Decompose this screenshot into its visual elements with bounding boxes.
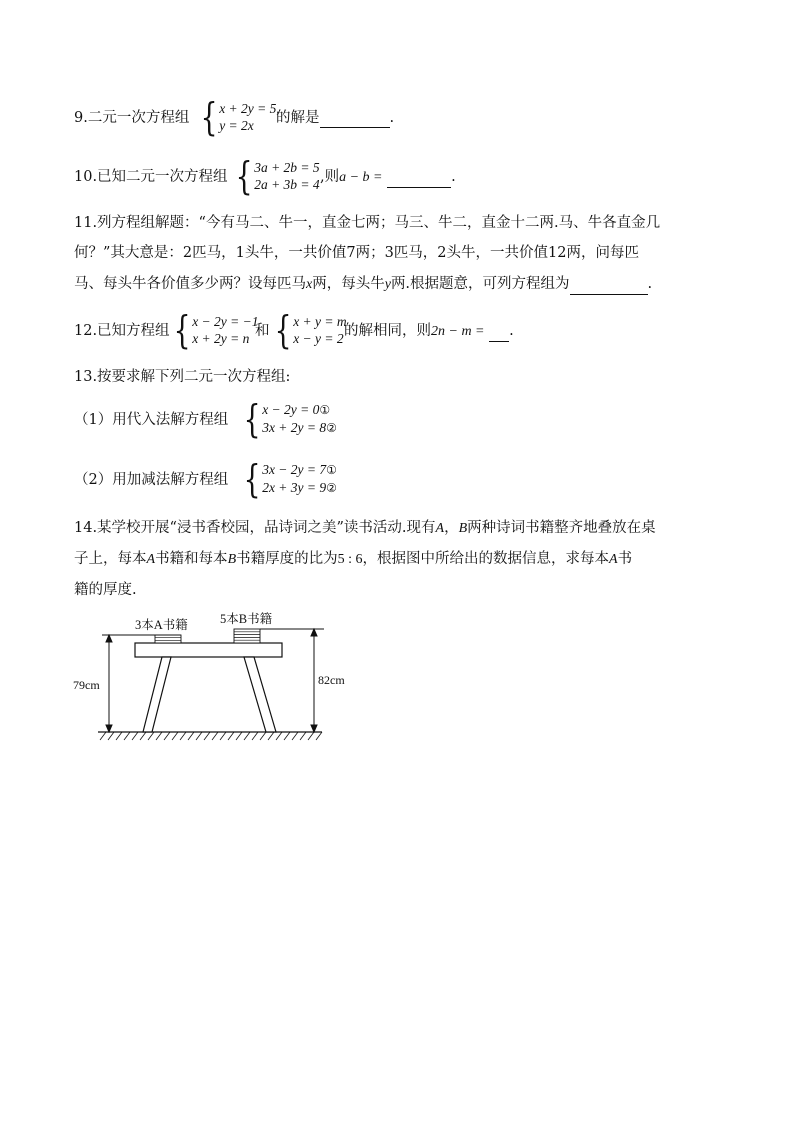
q14-text-2e: 书 xyxy=(617,551,633,567)
q14-text-2b: 书籍和每本 xyxy=(155,551,228,567)
q11-line-2: 何？”其大意是：2匹马，1头牛，一共价值7两；3匹马，2头牛，一共价值12两，问每匹 xyxy=(74,245,639,261)
q12-answer-blank[interactable] xyxy=(489,327,509,342)
book-stack-b xyxy=(234,629,260,643)
q12-end: . xyxy=(509,323,514,339)
q14-var-a: A xyxy=(609,552,618,567)
q11-end: . xyxy=(647,276,653,292)
q13-p2-eq1: 3x − 2y = 7 xyxy=(262,462,327,477)
q11-text-a: 马、每头牛各价值多少两？设每匹马 xyxy=(74,276,306,292)
q14-var-b: B xyxy=(458,521,468,536)
q12-suffix: 的解相同，则 xyxy=(344,323,431,339)
q12-and: 和 xyxy=(255,323,270,339)
q12-tail xyxy=(344,321,514,342)
table-leg-left xyxy=(143,657,171,732)
table-figure xyxy=(73,608,345,743)
q9-eq1: x + 2y = 5, xyxy=(219,101,280,116)
q10-eq2: 2a + 3b = 4 xyxy=(254,177,320,192)
q13-part1-label: （1）用代入法解方程组 xyxy=(74,412,229,428)
circled-two-mark: ② xyxy=(326,421,337,435)
table-top xyxy=(135,643,282,657)
q14-sep: ， xyxy=(444,520,459,536)
q10-answer-blank[interactable] xyxy=(387,173,451,188)
q14-line-3: 籍的厚度. xyxy=(74,582,137,598)
q14-ratio: 5 : 6 xyxy=(337,552,363,567)
q12-system-1 xyxy=(170,308,259,352)
q12-prefix: 12.已知方程组 xyxy=(74,323,170,339)
dimension-arrow-right xyxy=(311,629,317,732)
book-b-label: 5本B书籍 xyxy=(220,612,273,626)
q12-system-2 xyxy=(271,308,347,352)
question-9 xyxy=(74,108,189,128)
q11-answer-blank[interactable] xyxy=(570,280,648,295)
q14-var-a: A xyxy=(435,521,445,536)
q14-text-2c: 书籍厚度的比为 xyxy=(236,551,338,567)
q14-text-2a: 子上，每本 xyxy=(74,551,147,567)
brace-icon: { xyxy=(173,308,191,352)
q12-sys1-eq1: x − 2y = −1 xyxy=(192,314,259,329)
question-12 xyxy=(74,321,170,341)
q12-sys1-eq2: x + 2y = n xyxy=(192,331,250,346)
q11-var-x: x xyxy=(306,277,313,292)
q9-tail xyxy=(276,108,394,128)
q10-eq1: 3a + 2b = 5 xyxy=(254,160,320,175)
q10-end: . xyxy=(451,169,456,185)
q11-var-y: y xyxy=(384,277,391,292)
q10-suffix: ,则 xyxy=(320,169,340,185)
q9-equation-system xyxy=(197,95,280,139)
q13-p2-eq2: 2x + 3y = 9 xyxy=(262,480,327,495)
q11-text-b: 两，每头牛 xyxy=(312,276,385,292)
q14-line-1 xyxy=(74,518,656,539)
q9-eq2: y = 2x xyxy=(219,118,254,133)
q10-equation-system xyxy=(232,154,320,198)
q11-line-3 xyxy=(74,274,652,295)
q9-answer-blank[interactable] xyxy=(320,113,390,128)
q13-part2-system xyxy=(240,457,337,501)
question-10 xyxy=(74,167,228,187)
brace-icon: { xyxy=(243,457,261,501)
height-left-label: 79cm xyxy=(73,678,100,692)
ground-hatching xyxy=(100,732,322,740)
q12-sys2-eq1: x + y = m xyxy=(293,314,347,329)
table-leg-right xyxy=(244,657,276,732)
circled-one-mark: ① xyxy=(326,463,337,477)
height-right-label: 82cm xyxy=(318,673,345,687)
q14-line-2 xyxy=(74,549,632,570)
q14-var-a: A xyxy=(146,552,156,567)
q9-prefix: 9.二元一次方程组 xyxy=(74,110,190,126)
q13-title: 13.按要求解下列二元一次方程组: xyxy=(74,369,291,385)
q10-prefix: 10.已知二元一次方程组 xyxy=(74,169,228,185)
q14-text-1-end: 两种诗词书籍整齐地叠放在桌 xyxy=(467,520,656,536)
q14-text-2d: ，根据图中所给出的数据信息，求每本 xyxy=(362,551,610,567)
q9-suffix: 的解是 xyxy=(276,110,320,126)
brace-icon: { xyxy=(274,308,292,352)
circled-two-mark: ② xyxy=(326,481,337,495)
book-stack-a xyxy=(155,635,181,643)
brace-icon: { xyxy=(243,397,261,441)
q13-part2-label: （2）用加减法解方程组 xyxy=(74,472,229,488)
q10-tail xyxy=(320,167,456,188)
q10-expr: a − b = xyxy=(339,170,383,185)
q12-expr: 2n − m = xyxy=(431,324,485,339)
q13-p1-eq2: 3x + 2y = 8 xyxy=(262,420,327,435)
brace-icon: { xyxy=(235,154,253,198)
book-a-label: 3本A书籍 xyxy=(135,618,188,632)
q11-text-c: 两.根据题意，可列方程组为 xyxy=(390,276,570,292)
brace-icon: { xyxy=(200,95,218,139)
q9-end: . xyxy=(389,110,395,126)
circled-one-mark: ① xyxy=(319,403,331,417)
q14-var-b: B xyxy=(227,552,237,567)
q12-sys2-eq2: x − y = 2 xyxy=(293,331,344,346)
q11-line-1: 11.列方程组解题：“今有马二、牛一，直金七两；马三、牛二，直金十二两.马、牛各直金几 xyxy=(74,215,661,231)
q14-text-1: 14.某学校开展“浸书香校园，品诗词之美”读书活动.现有 xyxy=(74,520,436,536)
q13-part1-system xyxy=(240,397,337,441)
q13-p1-eq1: x − 2y = 0 xyxy=(262,402,320,417)
